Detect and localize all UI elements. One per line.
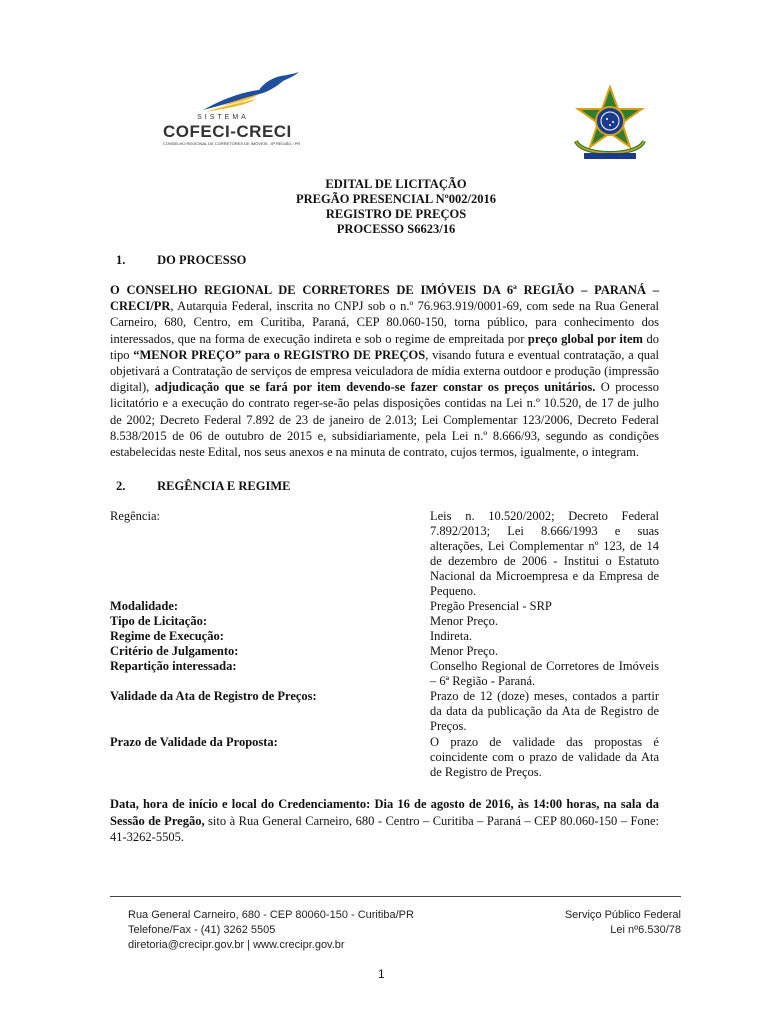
logo-name-text: COFECI-CRECI <box>163 122 292 141</box>
section-2-heading <box>110 479 290 494</box>
page-number: 1 <box>378 967 385 981</box>
footer-divider <box>110 896 681 897</box>
title-processo: PROCESSO S6623/16 <box>336 222 456 236</box>
para-text-2: do tipo <box>110 331 660 362</box>
regime-label: Regência: <box>110 509 160 523</box>
regime-value: Conselho Regional de Corretores de Imóveis – 6ª Região - Paraná. <box>430 659 659 688</box>
footer-law-line: Lei nº6.530/78 <box>610 924 681 936</box>
regime-label: Tipo de Licitação: <box>110 614 207 628</box>
regime-value: Pregão Presencial - SRP <box>430 599 552 613</box>
para-bold-4: adjudicação que se fará por item devendo-se fazer constar os preços unitários. <box>154 380 596 395</box>
section-1-paragraph <box>110 282 659 460</box>
footer-address-line: Rua General Carneiro, 680 - CEP 80060-150 - Curitiba/PR <box>128 909 414 921</box>
section-1-number: 1. <box>116 253 126 267</box>
para-bold-1: O CONSELHO REGIONAL DE CORRETORES DE IMÓVEIS DA 6ª REGIÃO – PARANÁ – CRECI/PR <box>110 283 659 314</box>
footer-address <box>128 908 414 953</box>
footer-service <box>500 908 681 938</box>
regime-label: Prazo de Validade da Proposta: <box>110 735 278 749</box>
regime-label: Validade da Ata de Registro de Preços: <box>110 689 317 703</box>
regime-label: Repartição interessada: <box>110 659 237 673</box>
section-1-heading <box>110 253 246 268</box>
logo-subtitle-text: CONSELHO REGIONAL DE CORRETORES DE IMÓVEIS - 6ª REGIÃO / PR <box>163 141 301 146</box>
para-bold-2: preço global por item <box>527 331 643 346</box>
para-text-4: O processo licitatório e a execução do contrato reger-se-ão pelas disposições contidas na Lei n.º 10.520, de 17 de julho de 2002; Decreto Federal 7.892 de 23 de janeiro de 2.013; Lei Complementar 123/2006, Decreto Federal 8.538/2015 de 06 de outubro de 2015 e, subsidiariamente, pela Lei n.º 8.666/93, segundo as condições estabelecidas neste Edital, nos seus anexos e na minuta de contrato, cujos termos, igualmente, o integram. <box>110 380 660 460</box>
brazil-coat-of-arms-icon <box>568 83 652 163</box>
regime-label: Modalidade: <box>110 599 179 613</box>
title-registro: REGISTRO DE PREÇOS <box>325 207 467 221</box>
regime-label: Critério de Julgamento: <box>110 644 239 658</box>
section-2-title: REGÊNCIA E REGIME <box>157 479 291 493</box>
para-text-3: , visando futura e eventual contratação, a qual objetivará a Contratação de serviços de empresa veiculadora de mídia externa outdoor e produção (impressão digital), <box>110 347 659 395</box>
footer-phone-line: Telefone/Fax - (41) 3262 5505 <box>128 924 276 936</box>
section-2-number: 2. <box>116 479 126 493</box>
credenciamento-paragraph <box>110 796 659 846</box>
title-edital: EDITAL DE LICITAÇÃO <box>325 177 467 191</box>
regime-value: Menor Preço. <box>430 644 499 658</box>
para-text-1: , Autarquia Federal, inscrita no CNPJ sob o n.º 76.963.919/0001-69, com sede na Rua General Carneiro, 680, Centro, em Curitiba, Paraná, CEP 80.060-150, torna público, para conhecimento dos interessados, que na forma de execução indireta e sob o regime de empreitada por <box>110 299 659 346</box>
cofeci-creci-logo <box>163 70 313 150</box>
hummingbird-icon <box>201 70 301 114</box>
document-titles <box>0 177 770 237</box>
section-1-title: DO PROCESSO <box>157 253 247 267</box>
dates-bold: Data, hora de início e local do Credenciamento: Dia 16 de agosto de 2016, às 14:00 horas, na sala da Sessão de Pregão, <box>110 797 659 828</box>
regime-value: O prazo de validade das propostas é coincidente com o prazo de validade da Ata de Registro de Preços. <box>430 735 659 779</box>
regime-label: Regime de Execução: <box>110 629 224 643</box>
footer-service-line: Serviço Público Federal <box>564 909 681 921</box>
regime-value: Leis n. 10.520/2002; Decreto Federal 7.892/2013; Lei 8.666/1993 e suas alterações, Lei Complementar nº 123, de 14 de dezembro de 2006 - Institui o Estatuto Nacional da Microempresa e da Empresa de Pequeno. <box>430 509 659 598</box>
para-bold-3: “MENOR PREÇO” para o REGISTRO DE PREÇOS <box>133 347 426 362</box>
dates-text: sito à Rua General Carneiro, 680 - Centro – Curitiba – Paraná – CEP 80.060-150 – Fone: 41-3262-5505. <box>110 813 659 844</box>
footer-contact-line: diretoria@crecipr.gov.br | www.crecipr.gov.br <box>128 939 345 951</box>
regime-value: Menor Preço. <box>430 614 499 628</box>
regime-value: Indireta. <box>430 629 472 643</box>
logo-sistema-text: SISTEMA <box>197 114 249 121</box>
regime-value: Prazo de 12 (doze) meses, contados a partir da data da publicação da Ata de Registro de Preços. <box>430 689 659 733</box>
title-pregao: PREGÃO PRESENCIAL Nº002/2016 <box>296 192 496 206</box>
